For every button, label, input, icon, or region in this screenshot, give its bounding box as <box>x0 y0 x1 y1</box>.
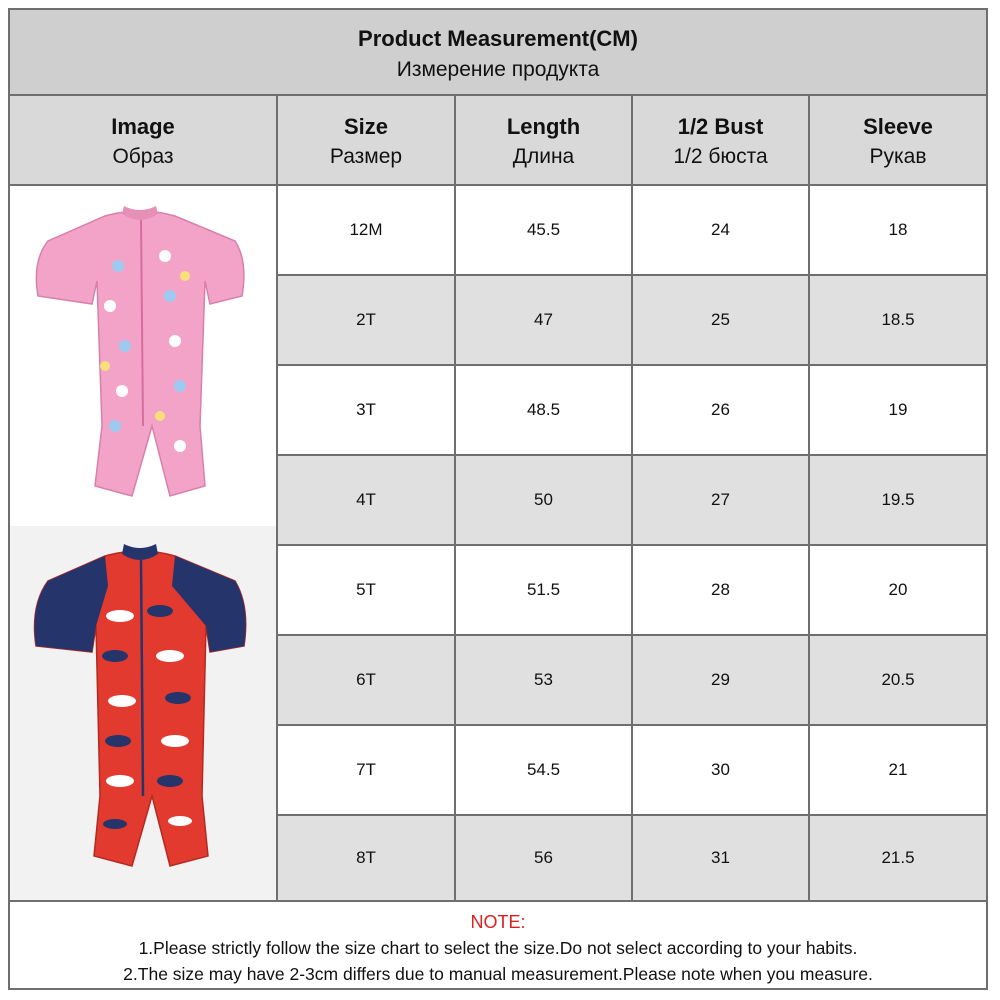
size-cell: 5T <box>278 546 456 634</box>
header-length-en: Length <box>506 114 581 139</box>
length-cell: 45.5 <box>456 186 633 274</box>
length-cell: 56 <box>456 816 633 900</box>
sleeve-cell: 21 <box>888 760 908 779</box>
bust-cell: 24 <box>633 186 810 274</box>
table-row <box>278 726 986 816</box>
size-cell: 2T <box>278 276 456 364</box>
header-sleeve <box>810 96 986 186</box>
note-heading: NOTE: <box>470 912 526 932</box>
note-section <box>10 900 986 988</box>
pink-butterfly-swimsuit-image <box>36 206 244 496</box>
sleeve-cell: 18.5 <box>881 310 915 329</box>
bust-cell: 26 <box>633 366 810 454</box>
bust-cell: 30 <box>633 726 810 814</box>
length-cell: 47 <box>456 276 633 364</box>
size-cell: 7T <box>278 726 456 814</box>
sleeve-cell: 21.5 <box>881 848 915 867</box>
note-line-2: 2.The size may have 2-3cm differs due to manual measurement.Please note when you measure. <box>123 964 873 984</box>
table-row <box>278 816 986 900</box>
table-row <box>278 636 986 726</box>
bust-cell: 28 <box>633 546 810 634</box>
header-length <box>456 96 633 186</box>
sleeve-cell: 20 <box>888 580 908 599</box>
header-image-ru: Образ <box>112 145 174 168</box>
bust-cell: 25 <box>633 276 810 364</box>
size-cell: 12M <box>278 186 456 274</box>
sleeve-cell: 19 <box>888 400 908 419</box>
header-size-ru: Размер <box>329 145 403 168</box>
table-row <box>278 276 986 366</box>
header-sleeve-ru: Рукав <box>869 145 927 168</box>
length-cell: 50 <box>456 456 633 544</box>
sleeve-cell: 19.5 <box>881 490 915 509</box>
bust-cell: 29 <box>633 636 810 724</box>
size-cell: 8T <box>278 816 456 900</box>
length-cell: 51.5 <box>456 546 633 634</box>
sleeve-cell: 18 <box>888 220 908 239</box>
swimsuit-illustrations <box>10 186 276 900</box>
header-bust-ru: 1/2 бюста <box>673 145 768 168</box>
note-line-1: 1.Please strictly follow the size chart to select the size.Do not select according to your habits. <box>138 938 858 958</box>
table-row <box>278 546 986 636</box>
header-image <box>10 96 278 186</box>
red-dinosaur-swimsuit-image <box>10 526 276 900</box>
header-size <box>278 96 456 186</box>
size-cell: 3T <box>278 366 456 454</box>
bust-cell: 27 <box>633 456 810 544</box>
table-row <box>278 456 986 546</box>
length-cell: 54.5 <box>456 726 633 814</box>
chart-title <box>10 10 986 96</box>
table-row <box>278 186 986 276</box>
size-cell: 4T <box>278 456 456 544</box>
header-size-en: Size <box>343 114 389 139</box>
header-bust <box>633 96 810 186</box>
header-bust-en: 1/2 Bust <box>677 114 764 139</box>
length-cell: 48.5 <box>456 366 633 454</box>
header-length-ru: Длина <box>512 145 575 168</box>
product-images <box>10 186 278 900</box>
length-cell: 53 <box>456 636 633 724</box>
size-cell: 6T <box>278 636 456 724</box>
title-russian: Измерение продукта <box>396 58 600 81</box>
sleeve-cell: 20.5 <box>881 670 915 689</box>
bust-cell: 31 <box>633 816 810 900</box>
table-row <box>278 366 986 456</box>
header-image-en: Image <box>111 114 175 139</box>
title-english: Product Measurement(CM) <box>358 26 638 51</box>
header-sleeve-en: Sleeve <box>863 114 933 139</box>
